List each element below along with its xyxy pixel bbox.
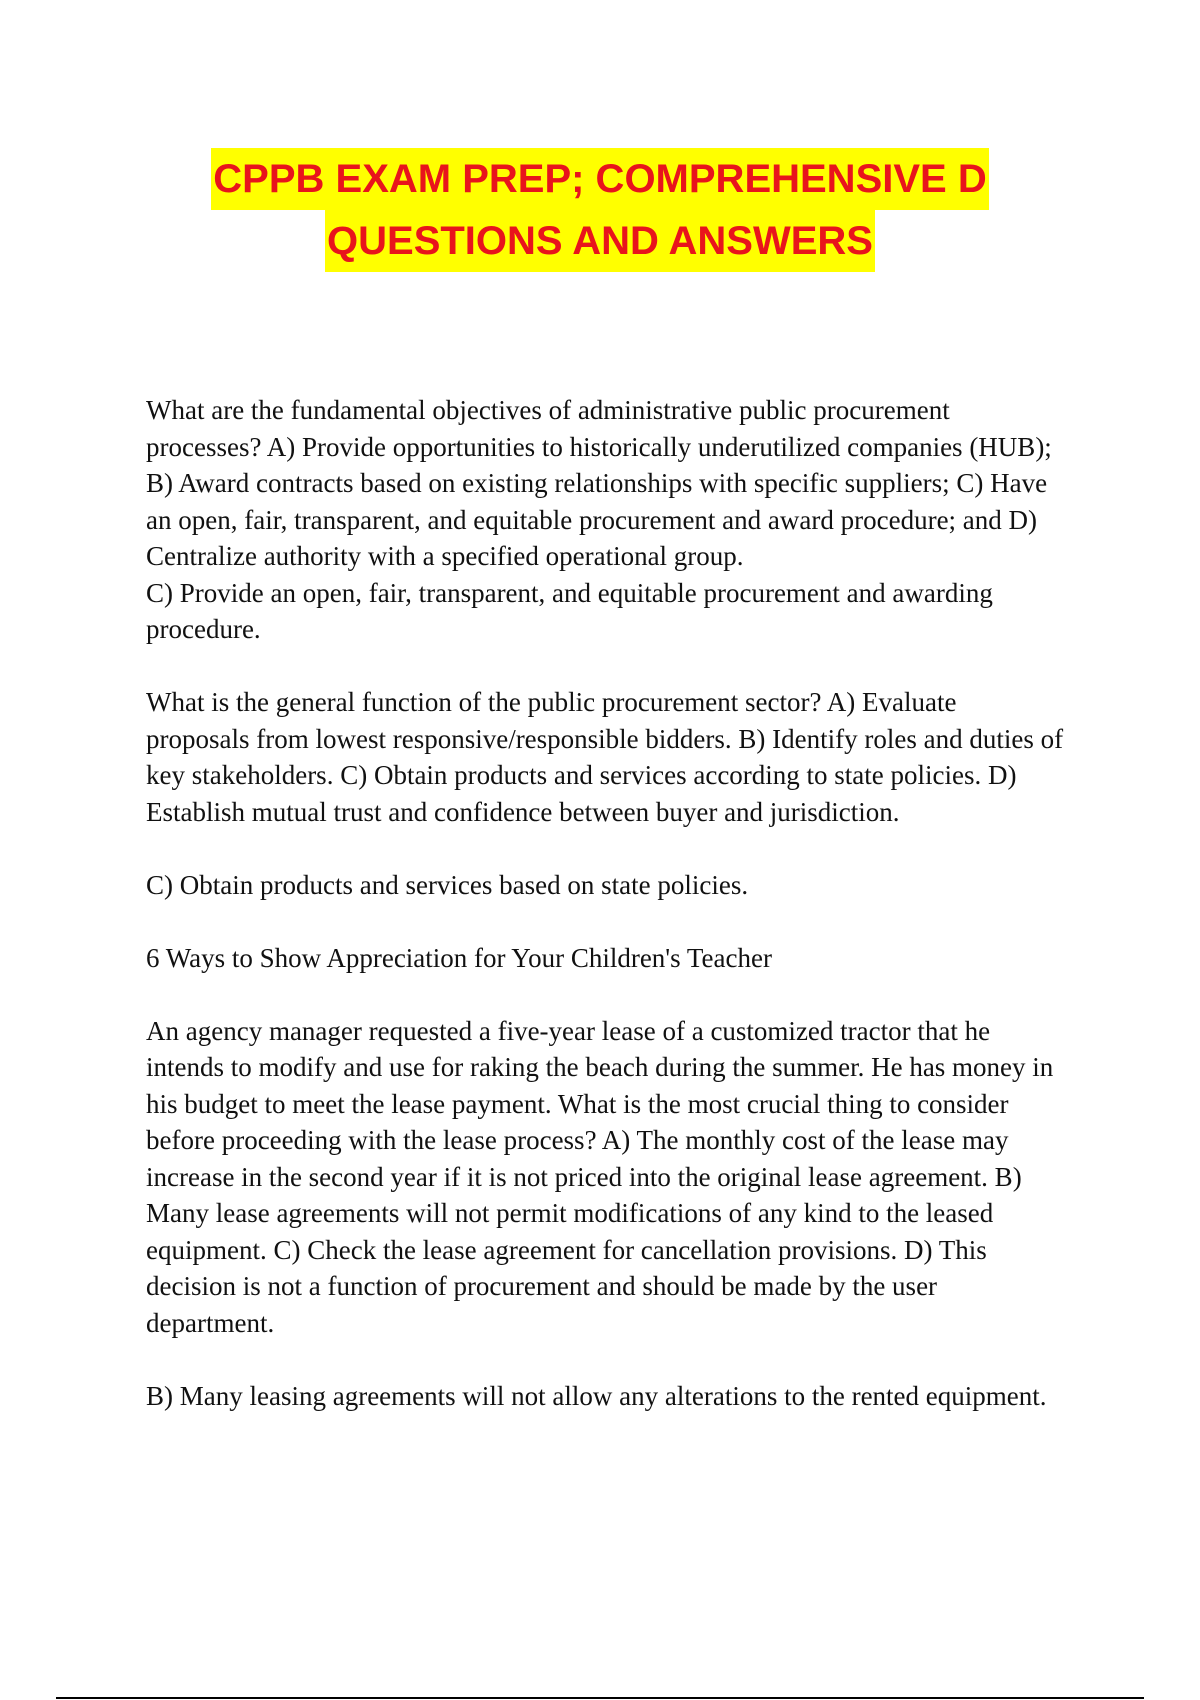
question-2: What is the general function of the public procurement sector? A) Evaluate proposals from lowest responsive/responsible bidders. B) Identify roles and duties of key stakeholders. C) Obtain products and services according to state policies. D) Establish mutual trust and confidence between buyer and jurisdiction. bbox=[146, 687, 1064, 827]
interstitial-heading: 6 Ways to Show Appreciation for Your Children's Teacher bbox=[146, 942, 772, 973]
title-line-1: CPPB EXAM PREP; COMPREHENSIVE D bbox=[211, 148, 988, 210]
answer-2: C) Obtain products and services based on state policies. bbox=[146, 869, 749, 900]
title-line-2: QUESTIONS AND ANSWERS bbox=[325, 210, 875, 272]
question-3: An agency manager requested a five-year lease of a customized tractor that he intends to modify and use for raking the beach during the summer. He has money in his budget to meet the lease payment. What is the most crucial thing to consider before proceeding with the lease process? A) The monthly cost of the lease may increase in the second year if it is not priced into the original lease agreement. B) Many lease agreements will not permit modifications of any kind to the leased equipment. C) Check the lease agreement for cancellation provisions. D) This decision is not a function of procurement and should be made by the user department. bbox=[146, 1015, 1054, 1338]
document-title bbox=[0, 148, 1200, 272]
question-1: What are the fundamental objectives of administrative public procurement processes? A) Provide opportunities to historically underutilized companies (HUB); B) Award contracts based on existing relationships with specific suppliers; C) Have an open, fair, transparent, and equitable procurement and award procedure; and D) Centralize authority with a specified operational group. bbox=[146, 395, 1052, 571]
answer-1: C) Provide an open, fair, transparent, and equitable procurement and awarding procedure. bbox=[146, 577, 993, 644]
answer-3: B) Many leasing agreements will not allow any alterations to the rented equipment. bbox=[146, 1380, 1047, 1411]
document-body bbox=[146, 392, 1066, 1414]
page-bottom-rule bbox=[56, 1697, 1144, 1699]
